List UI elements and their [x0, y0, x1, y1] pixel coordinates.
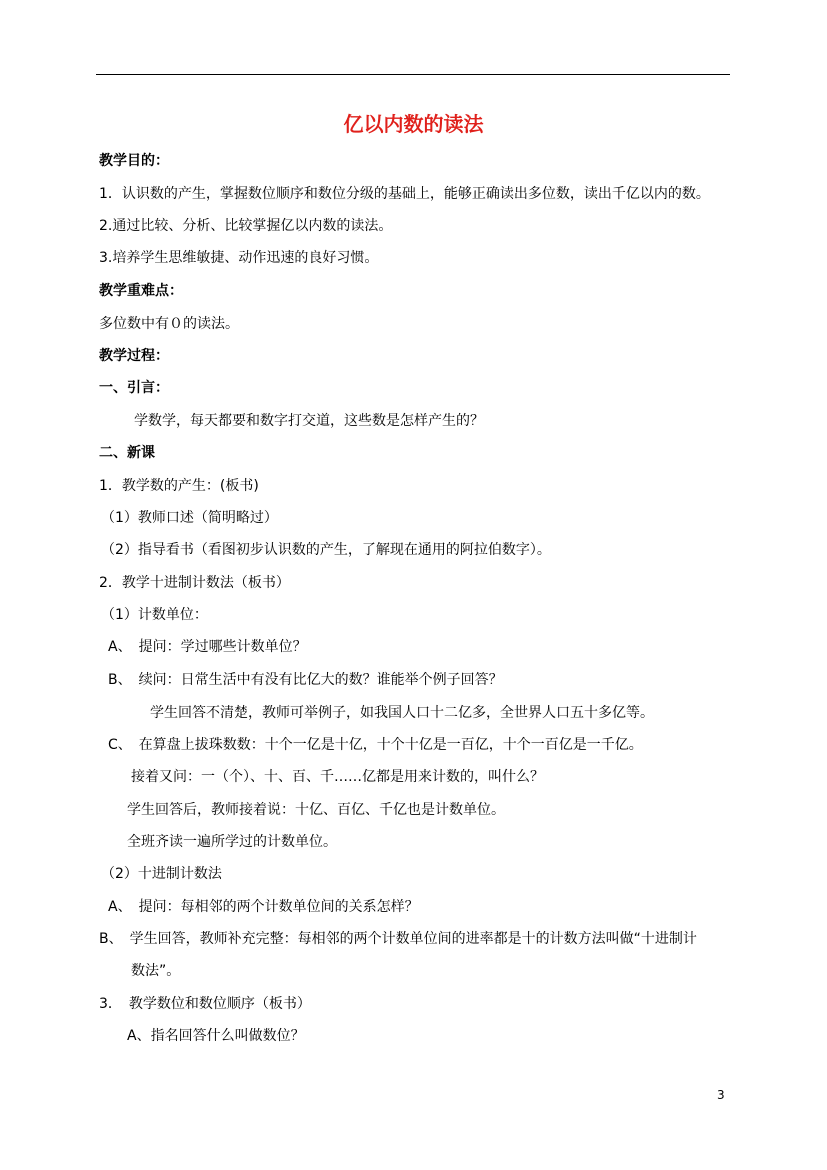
- item-2-2-a: A、 提问：每相邻的两个计数单位间的关系怎样？: [108, 899, 419, 915]
- heading-objectives: 教学目的：: [99, 153, 169, 169]
- heading-process: 教学过程：: [99, 348, 169, 364]
- item-2-2-b-cont: 数法”。: [131, 963, 181, 979]
- item-1-1: （1）教师口述（简明略过）: [101, 510, 278, 526]
- item-2-1-c-detail-3: 全班齐读一遍所学过的计数单位。: [127, 834, 337, 850]
- section-introduction: 一、引言：: [99, 380, 169, 396]
- item-2-1-c-detail-1: 接着又问：一（个）、十、百、千……亿都是用来计数的，叫什么？: [131, 769, 544, 785]
- item-2-1-b: B、 续问：日常生活中有没有比亿大的数？谁能举个例子回答？: [108, 672, 503, 688]
- section-new-lesson: 二、新课: [99, 445, 155, 461]
- item-2-1-a: A、 提问：学过哪些计数单位？: [108, 639, 307, 655]
- item-2: 2．教学十进制计数法（板书）: [99, 575, 290, 591]
- objective-1: 1．认识数的产生，掌握数位顺序和数位分级的基础上，能够正确读出多位数，读出千亿以内的数。: [99, 186, 710, 202]
- header-rule: [96, 74, 730, 75]
- item-2-1-c: C、 在算盘上拔珠数数：十个一亿是十亿，十个十亿是一百亿，十个一百亿是一千亿。: [108, 737, 643, 753]
- item-1-2: （2）指导看书（看图初步认识数的产生，了解现在通用的阿拉伯数字）。: [101, 542, 551, 558]
- item-2-2-b: B、 学生回答，教师补充完整：每相邻的两个计数单位间的进率都是十的计数方法叫做“十进制计: [99, 931, 697, 947]
- objective-2: 2.通过比较、分析、比较掌握亿以内数的读法。: [99, 218, 393, 234]
- item-2-1: （1）计数单位：: [101, 607, 208, 623]
- item-3: 3． 教学数位和数位顺序（板书）: [99, 996, 311, 1012]
- item-1: 1．教学数的产生：(板书): [99, 478, 259, 494]
- document-title: 亿以内数的读法: [343, 112, 484, 136]
- item-3-a: A、指名回答什么叫做数位？: [127, 1028, 305, 1044]
- item-2-1-c-detail-2: 学生回答后，教师接着说：十亿、百亿、千亿也是计数单位。: [127, 802, 505, 818]
- heading-key-points: 教学重难点：: [99, 283, 183, 299]
- item-2-2: （2）十进制计数法: [101, 866, 222, 882]
- key-point-text: 多位数中有０的读法。: [99, 316, 239, 332]
- page-number: 3: [717, 1088, 725, 1102]
- item-2-1-b-detail: 学生回答不清楚，教师可举例子，如我国人口十二亿多，全世界人口五十多亿等。: [150, 705, 654, 721]
- introduction-text: 学数学，每天都要和数字打交道，这些数是怎样产生的？: [134, 413, 484, 429]
- objective-3: 3.培养学生思维敏捷、动作迅速的良好习惯。: [99, 250, 379, 266]
